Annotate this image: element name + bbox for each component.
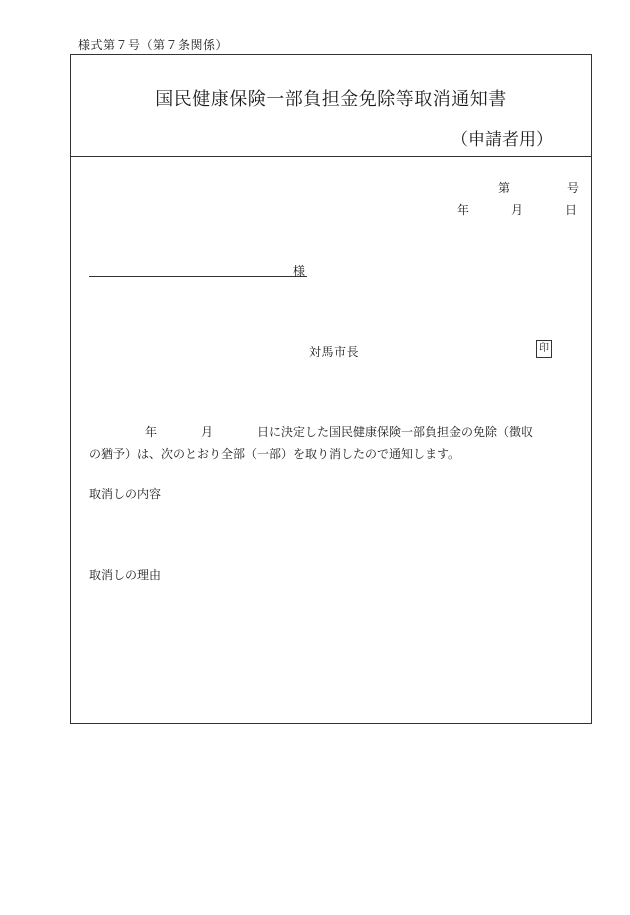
cancellation-content-label: 取消しの内容 (89, 487, 162, 501)
cancellation-reason-label: 取消しの理由 (89, 568, 162, 582)
addressee-underline (89, 276, 307, 277)
document-header (71, 55, 591, 157)
body-day-text: 日に決定した国民健康保険一部負担金の免除（徴収 (257, 425, 534, 439)
notice-line-1 (89, 421, 579, 443)
notice-body (89, 421, 579, 465)
document-frame (70, 54, 592, 724)
body-month: 月 (201, 425, 214, 439)
document-subtitle: （申請者用） (451, 130, 553, 150)
notice-line-2: の猶予）は、次のとおり全部（一部）を取り消したので通知します。 (89, 447, 461, 461)
doc-number-dai: 第 (498, 181, 511, 195)
issuer-name: 対馬市長 (309, 345, 360, 359)
body-year: 年 (145, 425, 158, 439)
doc-date-day: 日 (565, 203, 578, 217)
document-title: 国民健康保険一部負担金免除等取消通知書 (155, 89, 507, 110)
form-number: 様式第７号（第７条関係） (78, 38, 229, 52)
seal-mark: 印 (536, 340, 552, 358)
doc-number-go: 号 (567, 181, 580, 195)
doc-date-year: 年 (457, 203, 470, 217)
addressee-honorific: 様 (293, 264, 306, 278)
doc-date-month: 月 (511, 203, 524, 217)
